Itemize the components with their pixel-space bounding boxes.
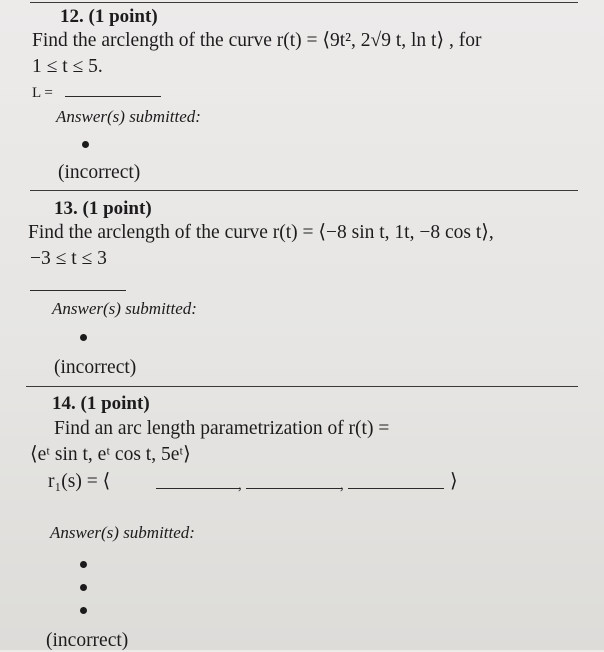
q13-submitted-label: Answer(s) submitted: [52, 299, 197, 318]
q14-submitted-bullet-3 [80, 607, 87, 614]
q12-answer-label: L = [32, 85, 53, 101]
q13-answer-blank[interactable] [30, 290, 126, 291]
q14-answer-label: r₁(s) = ⟨ [48, 471, 111, 492]
q12-submitted-bullet [82, 141, 89, 148]
q12-status: (incorrect) [58, 162, 141, 183]
q12-answer-blank[interactable] [65, 96, 161, 97]
q14-submitted-label: Answer(s) submitted: [50, 523, 195, 542]
q12-range: 1 ≤ t ≤ 5. [32, 56, 103, 77]
q14-status: (incorrect) [46, 630, 129, 651]
q12-header: 12. (1 point) [60, 6, 158, 27]
q13-submitted-bullet [80, 334, 87, 341]
q12-prompt: Find the arclength of the curve r(t) = ⟨9t², 2√9 t, ln t⟩ , for [32, 30, 482, 51]
q13-range: −3 ≤ t ≤ 3 [30, 248, 107, 269]
q14-answer-blank-2[interactable] [246, 488, 342, 489]
q13-prompt: Find the arclength of the curve r(t) = ⟨−8 sin t, 1t, −8 cos t⟩, [28, 222, 494, 243]
q12-submitted-label: Answer(s) submitted: [56, 107, 201, 126]
q14-prompt-line2: ⟨eᵗ sin t, eᵗ cos t, 5eᵗ⟩ [30, 444, 191, 465]
q14-close-bracket: ⟩ [450, 471, 458, 492]
q13-header: 13. (1 point) [54, 198, 152, 219]
q14-comma-1: , [238, 477, 242, 493]
q14-answer-blank-1[interactable] [156, 488, 240, 489]
q14-submitted-bullet-2 [80, 584, 87, 591]
q14-answer-blank-3[interactable] [348, 488, 444, 489]
q13-status: (incorrect) [54, 357, 137, 378]
q14-prompt-line1: Find an arc length parametrization of r(t) = [54, 418, 390, 439]
section-divider-13-14 [26, 386, 578, 387]
q14-comma-2: , [340, 477, 344, 493]
section-divider-12-13 [30, 190, 578, 191]
q14-header: 14. (1 point) [52, 393, 150, 414]
q14-submitted-bullet-1 [80, 561, 87, 568]
section-divider-top [30, 2, 578, 3]
